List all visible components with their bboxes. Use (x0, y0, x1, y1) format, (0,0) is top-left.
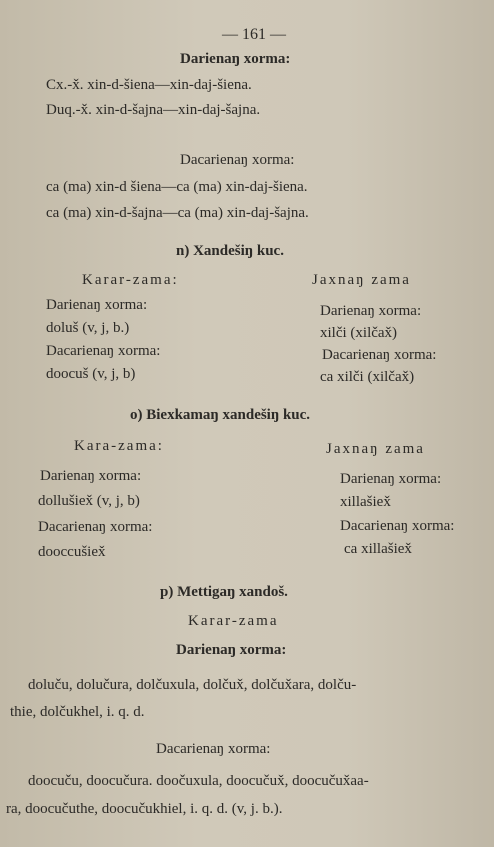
column-heading: Kara-zama: (74, 438, 164, 454)
text-line: Darienaŋ xorma: (320, 303, 422, 319)
text-line: doocuš (v, j, b) (46, 366, 136, 382)
text-line: Cx.-x̌. xin-d-šiena—xin-daj-šiena. (46, 77, 252, 93)
text-line: Darienaŋ xorma: (46, 297, 148, 313)
text-line: Dacarienaŋ xorma: (46, 343, 161, 359)
form-heading: Dacarienaŋ xorma: (156, 741, 271, 757)
text-line: ca xilči (xilčax̌) (320, 369, 415, 385)
text-line: Dacarienaŋ xorma: (322, 347, 437, 363)
form-heading: Darienaŋ xorma: (176, 642, 287, 658)
column-heading: Jaxnaŋ zama (312, 272, 411, 288)
section-heading: n) Xandešiŋ kuc. (176, 243, 284, 259)
text-line: Dacarienaŋ xorma: (340, 518, 455, 534)
text-line: doocuču, doocučura. doočuxula, doocučux̌, doocučux̌aa- (28, 773, 369, 789)
form-heading: Darienaŋ xorma: (180, 51, 291, 67)
text-line: dooccušiex̌ (38, 544, 106, 560)
section-heading: o) Biexkamaŋ xandešiŋ kuc. (130, 407, 311, 423)
text-line: xillašiex̌ (340, 494, 391, 510)
text-line: xilči (xilčax̌) (320, 325, 398, 341)
column-heading: Jaxnaŋ zama (326, 441, 425, 457)
text-line: doluču, dolučura, dolčuxula, dolčux̌, dolčux̌ara, dolču- (28, 677, 357, 693)
text-line: Duq.-x̌. xin-d-šajna—xin-daj-šajna. (46, 102, 261, 118)
text-line: ca (ma) xin-d šiena—ca (ma) xin-daj-šiena. (46, 179, 308, 195)
text-line: Dacarienaŋ xorma: (38, 519, 153, 535)
text-line: thie, dolčukhel, i. q. d. (10, 704, 145, 720)
text-line: ca (ma) xin-d-šajna—ca (ma) xin-daj-šajna. (46, 205, 309, 221)
text-line: ra, doocučuthe, doocučukhiel, i. q. d. (v, j. b.). (6, 801, 283, 817)
form-heading: Dacarienaŋ xorma: (180, 152, 295, 168)
text-line: Darienaŋ xorma: (40, 468, 142, 484)
text-line: doluš (v, j, b.) (46, 320, 130, 336)
section-heading: p) Mettigaŋ xandoš. (160, 584, 288, 600)
text-line: Darienaŋ xorma: (340, 471, 442, 487)
column-heading: Karar-zama: (82, 272, 179, 288)
page-number: — 161 — (222, 26, 286, 43)
column-heading: Karar-zama (188, 613, 279, 629)
text-line: ca xillašiex̌ (344, 541, 412, 557)
text-line: dollušiex̌ (v, j, b) (38, 493, 140, 509)
